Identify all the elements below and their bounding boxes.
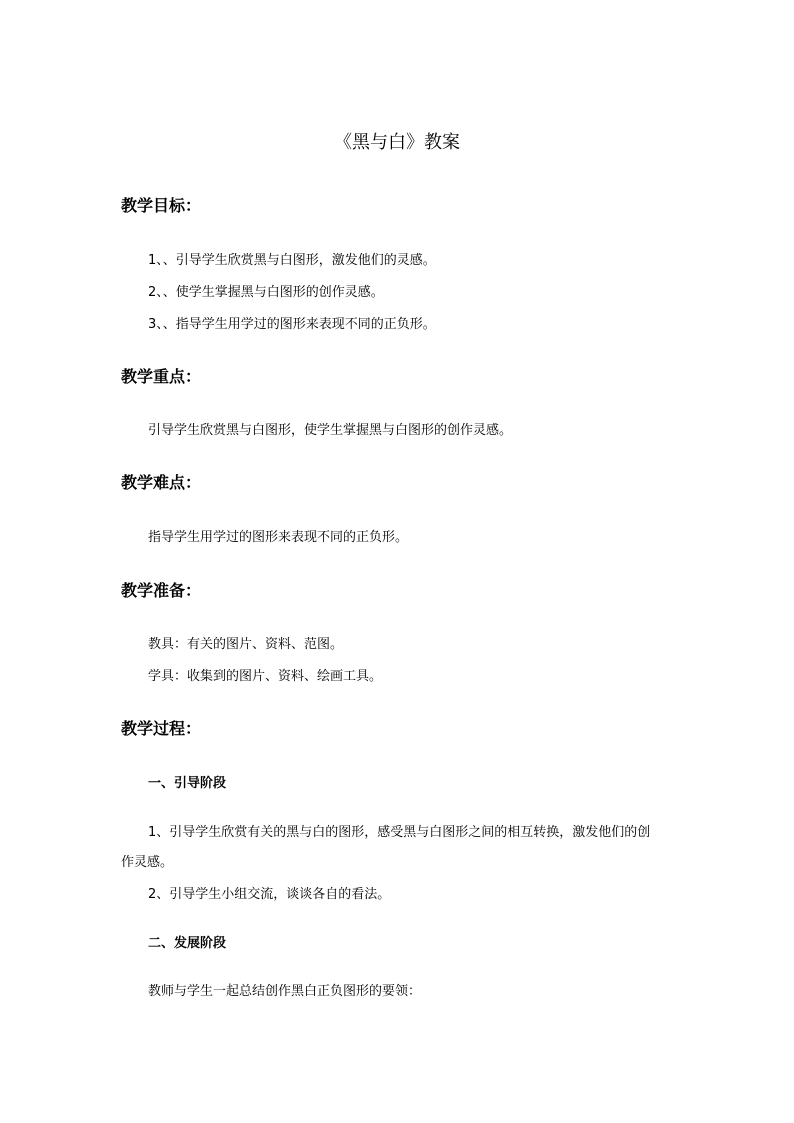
- stage2-heading: 二、发展阶段: [148, 936, 227, 951]
- preparation-heading: 教学准备：: [121, 581, 202, 600]
- stage1-item2: 2、引导学生小组交流，谈谈各自的看法。: [148, 887, 391, 902]
- difficulties-heading: 教学难点：: [121, 473, 202, 492]
- teacher-materials: 教具：有关的图片、资料、范图。: [148, 637, 344, 652]
- objective-item: 2、、使学生掌握黑与白图形的创作灵感。: [148, 285, 384, 300]
- objective-item: 3、、指导学生用学过的图形来表现不同的正负形。: [148, 317, 436, 332]
- key-points-heading: 教学重点：: [121, 367, 202, 386]
- document-title: 《黑与白》教案: [334, 132, 460, 153]
- stage2-intro: 教师与学生一起总结创作黑白正负图形的要领：: [148, 984, 422, 999]
- objectives-heading: 教学目标：: [121, 196, 202, 215]
- student-materials: 学具：收集到的图片、资料、绘画工具。: [148, 669, 383, 684]
- key-points-text: 引导学生欣赏黑与白图形，使学生掌握黑与白图形的创作灵感。: [148, 423, 513, 438]
- stage1-item1-line1: 1、引导学生欣赏有关的黑与白的图形，感受黑与白图形之间的相互转换，激发他们的创: [148, 825, 651, 840]
- objective-item: 1、、引导学生欣赏黑与白图形，激发他们的灵感。: [148, 253, 436, 268]
- stage1-item1-line2: 作灵感。: [121, 855, 174, 870]
- difficulties-text: 指导学生用学过的图形来表现不同的正负形。: [148, 530, 409, 545]
- stage1-heading: 一、引导阶段: [148, 776, 227, 791]
- process-heading: 教学过程：: [121, 719, 202, 738]
